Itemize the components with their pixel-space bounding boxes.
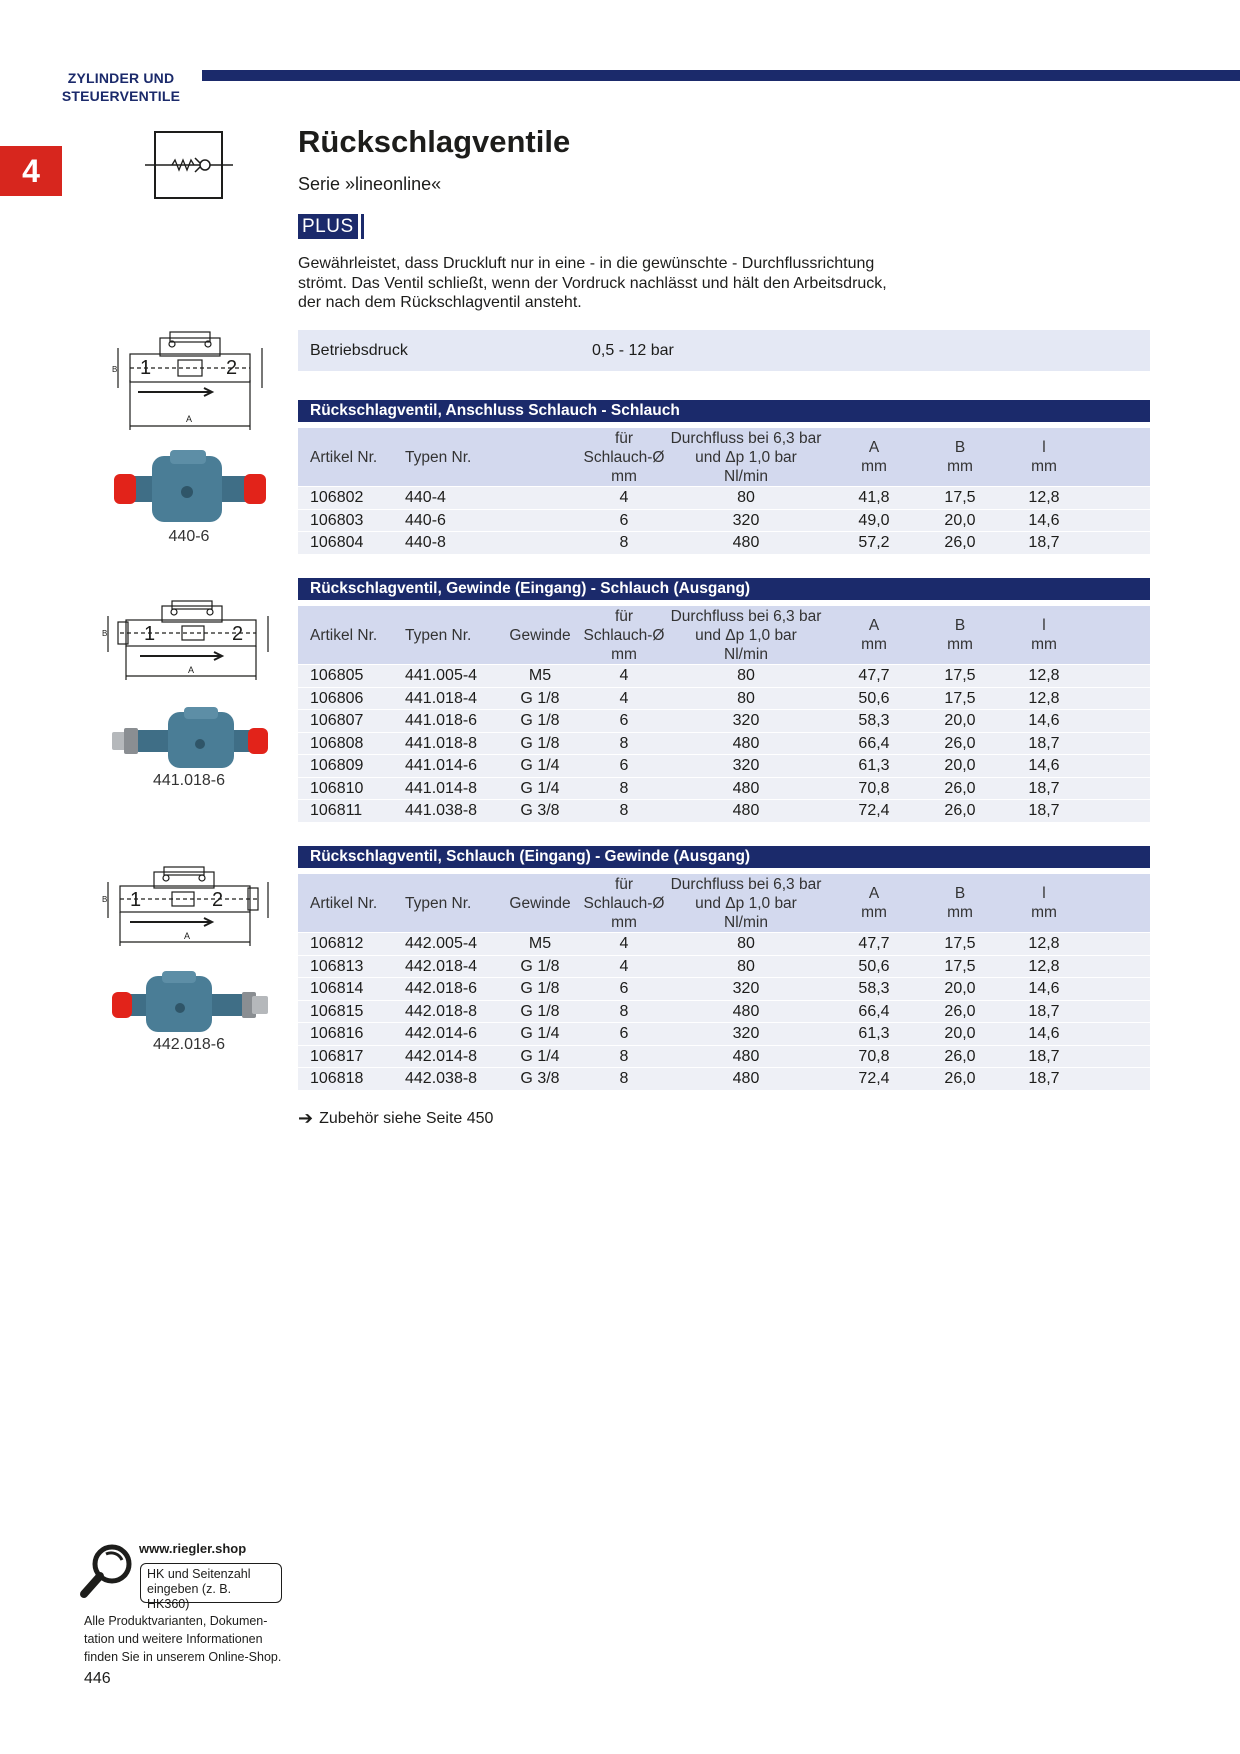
table-cell: 58,3 [858, 712, 890, 729]
table-cell: 106802 [310, 489, 364, 506]
table-cell: 12,8 [1028, 957, 1060, 975]
table-cell: 441.018-6 [405, 712, 478, 729]
table-cell: M5 [528, 935, 552, 952]
table-cell: 4 [619, 935, 629, 952]
column-header: Gewinde [509, 626, 571, 644]
section-line-2: STEUERVENTILE [61, 88, 181, 104]
table-cell: G 1/4 [520, 779, 560, 797]
column-header: A mm [861, 617, 887, 653]
table-cell: 41,8 [858, 489, 890, 506]
table-cell: 6 [619, 511, 629, 529]
table-cell: 442.014-6 [405, 1025, 478, 1042]
table-cell: 18,7 [1028, 802, 1060, 819]
column-header: Artikel Nr. [310, 448, 378, 466]
port-out-label: 2 [212, 889, 224, 911]
plus-badge [298, 214, 364, 239]
table-cell: 440-6 [405, 511, 446, 529]
table-row [298, 955, 1150, 978]
image-label-442: 442.018-6 [152, 1036, 226, 1053]
column-header: für Schlauch-Ø mm [583, 429, 665, 485]
table-cell: 106815 [310, 1002, 364, 1020]
page-number: 446 [84, 1670, 111, 1687]
column-header: für Schlauch-Ø mm [583, 607, 665, 663]
table-cell: 442.038-8 [405, 1070, 478, 1087]
table-cell: 442.005-4 [405, 935, 478, 952]
shop-hint-line: eingeben (z. B. HK360) [147, 1582, 232, 1611]
table-cell: 106814 [310, 980, 364, 997]
table-cell: G 1/8 [520, 712, 560, 729]
header-bar [202, 70, 1240, 81]
table-cell: 441.038-8 [405, 802, 478, 819]
table-cell: 8 [619, 779, 629, 797]
table-cell: 8 [619, 1047, 629, 1065]
table-row [298, 531, 1150, 554]
dim-b-label: B [102, 629, 108, 638]
table-cell: 18,7 [1028, 534, 1060, 551]
table-cell: G 1/8 [520, 957, 560, 975]
table-cell: 441.018-8 [405, 734, 478, 752]
description-line: der nach dem Rückschlagventil ansteht. [298, 294, 582, 311]
table-cell: 8 [619, 534, 629, 551]
table-cell: 8 [619, 1070, 629, 1087]
table-cell: 26,0 [944, 734, 976, 752]
table-cell: G 1/4 [520, 1025, 560, 1042]
table-cell: 480 [732, 779, 760, 797]
table-cell: 50,6 [858, 689, 890, 707]
column-header: l mm [1031, 885, 1057, 921]
table-cell: 441.014-8 [405, 779, 478, 797]
table-cell: 106804 [310, 534, 364, 551]
table-cell: 106817 [310, 1047, 364, 1065]
accessories-note [298, 1108, 493, 1129]
table-cell: 106810 [310, 779, 364, 797]
spec-value: 0,5 - 12 bar [592, 342, 674, 359]
table-cell: 20,0 [944, 511, 976, 529]
table-cell: 6 [619, 757, 629, 774]
column-header: Artikel Nr. [310, 626, 378, 644]
table-cell: 17,5 [944, 689, 976, 707]
magnifier-icon [78, 1540, 138, 1600]
column-header: Typen Nr. [405, 894, 472, 912]
table-cell: 17,5 [944, 667, 976, 684]
table-cell: 106812 [310, 935, 364, 952]
table-cell: 6 [619, 1025, 629, 1042]
spec-box [298, 330, 1150, 371]
table-cell: 70,8 [858, 1047, 890, 1065]
column-header: Durchfluss bei 6,3 bar und Δp 1,0 bar Nl/min [670, 875, 822, 931]
product-photo-442 [110, 970, 270, 1036]
table-cell: 8 [619, 734, 629, 752]
table-cell: 57,2 [858, 534, 890, 551]
column-header: B mm [947, 617, 973, 653]
table-title: Rückschlagventil, Gewinde (Eingang) - Schlauch (Ausgang) [298, 578, 1150, 600]
table-cell: 14,6 [1028, 1025, 1060, 1042]
product-table [298, 400, 1150, 554]
table-cell: 18,7 [1028, 734, 1060, 752]
table-cell: 106803 [310, 511, 364, 529]
table-cell: 47,7 [858, 667, 890, 684]
table-cell: 442.018-6 [405, 980, 478, 997]
table-cell: 442.018-4 [405, 957, 478, 975]
table-cell: 50,6 [858, 957, 890, 975]
table-cell: 20,0 [944, 1025, 976, 1042]
table-cell: 80 [737, 957, 755, 975]
port-in-label: 1 [140, 357, 152, 379]
table-cell: M5 [528, 667, 552, 684]
table-cell: G 3/8 [520, 802, 560, 819]
shop-info-text [84, 1612, 304, 1666]
table-cell: G 1/8 [520, 1002, 560, 1020]
table-row [298, 777, 1150, 800]
page-title: Rückschlagventile [298, 124, 571, 159]
table-row [298, 687, 1150, 710]
dim-b-label: B [112, 365, 118, 374]
table-cell: 14,6 [1028, 757, 1060, 774]
table-cell: 26,0 [944, 1002, 976, 1020]
table-cell: 106811 [310, 802, 363, 819]
table-cell: 17,5 [944, 935, 976, 952]
dim-a-label: A [184, 931, 191, 941]
column-header: Gewinde [509, 894, 571, 912]
table-cell: 320 [732, 1025, 760, 1042]
table-cell: 320 [732, 511, 760, 529]
shop-info-line: finden Sie in unserem Online-Shop. [84, 1650, 282, 1664]
table-cell: 80 [737, 689, 755, 707]
table-row [298, 509, 1150, 532]
dim-b-label: B [102, 895, 108, 904]
table-cell: G 3/8 [520, 1070, 560, 1087]
plus-badge-bar [361, 214, 364, 239]
table-cell: 70,8 [858, 779, 890, 797]
table-cell: G 1/8 [520, 980, 560, 997]
table-cell: 26,0 [944, 802, 976, 819]
table-cell: 72,4 [858, 802, 890, 819]
table-cell: 26,0 [944, 534, 976, 551]
description [298, 254, 938, 313]
table-row [298, 932, 1150, 955]
table-row [298, 732, 1150, 755]
table-cell: G 1/8 [520, 734, 560, 752]
table-cell: 480 [732, 1002, 760, 1020]
table-cell: 106808 [310, 734, 364, 752]
description-line: Gewährleistet, dass Druckluft nur in eine - in die gewünschte - Durchflussrichtung [298, 255, 875, 272]
table-cell: 12,8 [1028, 667, 1060, 684]
table-cell: 480 [732, 802, 760, 819]
table-cell: 480 [732, 1047, 760, 1065]
accessories-note-text: Zubehör siehe Seite 450 [319, 1109, 494, 1127]
table-cell: 441.014-6 [405, 757, 478, 774]
column-header: l mm [1031, 617, 1057, 653]
table-cell: 8 [619, 1002, 629, 1020]
table-cell: 80 [737, 667, 755, 684]
table-cell: 4 [619, 689, 629, 707]
table-cell: 26,0 [944, 1047, 976, 1065]
column-header: Durchfluss bei 6,3 bar und Δp 1,0 bar Nl/min [670, 607, 822, 663]
table-cell: 18,7 [1028, 779, 1060, 797]
table-cell: 66,4 [858, 734, 890, 752]
chapter-tab: 4 [0, 146, 62, 196]
plus-badge-text: PLUS [298, 214, 358, 239]
table-row [298, 664, 1150, 687]
table-cell: 26,0 [944, 779, 976, 797]
table-cell: 61,3 [858, 757, 890, 774]
table-cell: 72,4 [858, 1070, 890, 1087]
technical-drawing-441 [100, 600, 276, 680]
table-cell: 320 [732, 712, 760, 729]
table-cell: 4 [619, 667, 629, 684]
table-cell: 49,0 [858, 511, 890, 529]
table-row [298, 1022, 1150, 1045]
table-cell: 14,6 [1028, 712, 1060, 729]
table-title: Rückschlagventil, Anschluss Schlauch - Schlauch [298, 400, 1150, 422]
table-cell: 6 [619, 712, 629, 729]
page-subtitle: Serie »lineonline« [298, 174, 442, 194]
table-cell: 441.005-4 [405, 667, 478, 684]
table-header [298, 606, 1150, 664]
table-cell: 442.018-8 [405, 1002, 478, 1020]
port-out-label: 2 [226, 357, 238, 379]
table-cell: 12,8 [1028, 935, 1060, 952]
table-title: Rückschlagventil, Schlauch (Eingang) - Gewinde (Ausgang) [298, 846, 1150, 868]
table-row [298, 709, 1150, 732]
table-row [298, 754, 1150, 777]
shop-hint-box [140, 1563, 282, 1611]
table-row [298, 1045, 1150, 1068]
table-cell: 12,8 [1028, 489, 1060, 506]
product-photo-441 [110, 706, 270, 772]
table-cell: 106813 [310, 957, 364, 975]
shop-info-line: Alle Produktvarianten, Dokumen- [84, 1614, 268, 1628]
table-cell: 20,0 [944, 980, 976, 997]
table-cell: 17,5 [944, 489, 976, 506]
table-cell: 61,3 [858, 1025, 890, 1042]
shop-hint-line: HK und Seitenzahl [147, 1567, 251, 1581]
port-out-label: 2 [232, 623, 244, 645]
table-cell: 14,6 [1028, 980, 1060, 997]
spec-label: Betriebsdruck [310, 342, 408, 359]
column-header: Artikel Nr. [310, 894, 378, 912]
image-label-440: 440-6 [168, 528, 210, 545]
table-cell: 480 [732, 534, 760, 551]
description-line: strömt. Das Ventil schließt, wenn der Vordruck nachlässt und hält den Arbeitsdruck, [298, 274, 887, 292]
table-cell: 12,8 [1028, 689, 1060, 707]
arrow-right-icon: ➔ [298, 1108, 314, 1128]
table-cell: 106806 [310, 689, 364, 707]
table-cell: 20,0 [944, 757, 976, 774]
table-row [298, 1067, 1150, 1090]
dim-a-label: A [186, 414, 193, 424]
section-line-1: ZYLINDER UND [67, 70, 175, 86]
table-cell: 480 [732, 734, 760, 752]
column-header: B mm [947, 885, 973, 921]
table-cell: 106807 [310, 712, 364, 729]
image-label-441: 441.018-6 [152, 772, 226, 789]
product-table [298, 846, 1150, 1090]
table-cell: 4 [619, 489, 629, 506]
table-cell: 440-8 [405, 534, 446, 551]
product-photo-440 [112, 448, 268, 526]
table-cell: 442.014-8 [405, 1047, 478, 1065]
section-header [56, 69, 186, 105]
technical-drawing-440 [110, 330, 270, 430]
dim-a-label: A [188, 665, 195, 675]
table-cell: G 1/8 [520, 689, 560, 707]
port-in-label: 1 [144, 623, 156, 645]
table-cell: 6 [619, 980, 629, 997]
column-header: Typen Nr. [405, 626, 472, 644]
table-cell: G 1/4 [520, 1047, 560, 1065]
table-row [298, 486, 1150, 509]
table-cell: 18,7 [1028, 1047, 1060, 1065]
table-header [298, 874, 1150, 932]
product-table [298, 578, 1150, 822]
table-row [298, 1000, 1150, 1023]
table-cell: 17,5 [944, 957, 976, 975]
table-cell: 80 [737, 935, 755, 952]
column-header: A mm [861, 439, 887, 475]
table-cell: 47,7 [858, 935, 890, 952]
table-cell: 18,7 [1028, 1002, 1060, 1020]
column-header: A mm [861, 885, 887, 921]
port-in-label: 1 [130, 889, 142, 911]
column-header: Durchfluss bei 6,3 bar und Δp 1,0 bar Nl/min [670, 429, 822, 485]
table-cell: 106805 [310, 667, 364, 684]
technical-drawing-442 [100, 866, 276, 946]
table-row [298, 799, 1150, 822]
column-header: B mm [947, 439, 973, 475]
check-valve-symbol-icon [145, 131, 233, 199]
table-cell: 106818 [310, 1070, 364, 1087]
table-cell: G 1/4 [520, 757, 560, 774]
column-header: für Schlauch-Ø mm [583, 875, 665, 931]
table-cell: 14,6 [1028, 511, 1060, 529]
table-cell: 441.018-4 [405, 689, 478, 707]
table-cell: 106809 [310, 757, 364, 774]
table-cell: 58,3 [858, 980, 890, 997]
table-cell: 320 [732, 980, 760, 997]
table-row [298, 977, 1150, 1000]
shop-info-line: tation und weitere Informationen [84, 1632, 263, 1646]
table-cell: 8 [619, 802, 629, 819]
table-cell: 4 [619, 957, 629, 975]
table-cell: 440-4 [405, 489, 446, 506]
table-header [298, 428, 1150, 486]
table-cell: 26,0 [944, 1070, 976, 1087]
table-cell: 18,7 [1028, 1070, 1060, 1087]
table-cell: 320 [732, 757, 760, 774]
table-cell: 20,0 [944, 712, 976, 729]
shop-url[interactable]: www.riegler.shop [139, 1541, 247, 1556]
column-header: l mm [1031, 439, 1057, 475]
column-header: Typen Nr. [405, 448, 472, 466]
table-cell: 66,4 [858, 1002, 890, 1020]
table-cell: 80 [737, 489, 755, 506]
table-cell: 106816 [310, 1025, 364, 1042]
table-cell: 480 [732, 1070, 760, 1087]
